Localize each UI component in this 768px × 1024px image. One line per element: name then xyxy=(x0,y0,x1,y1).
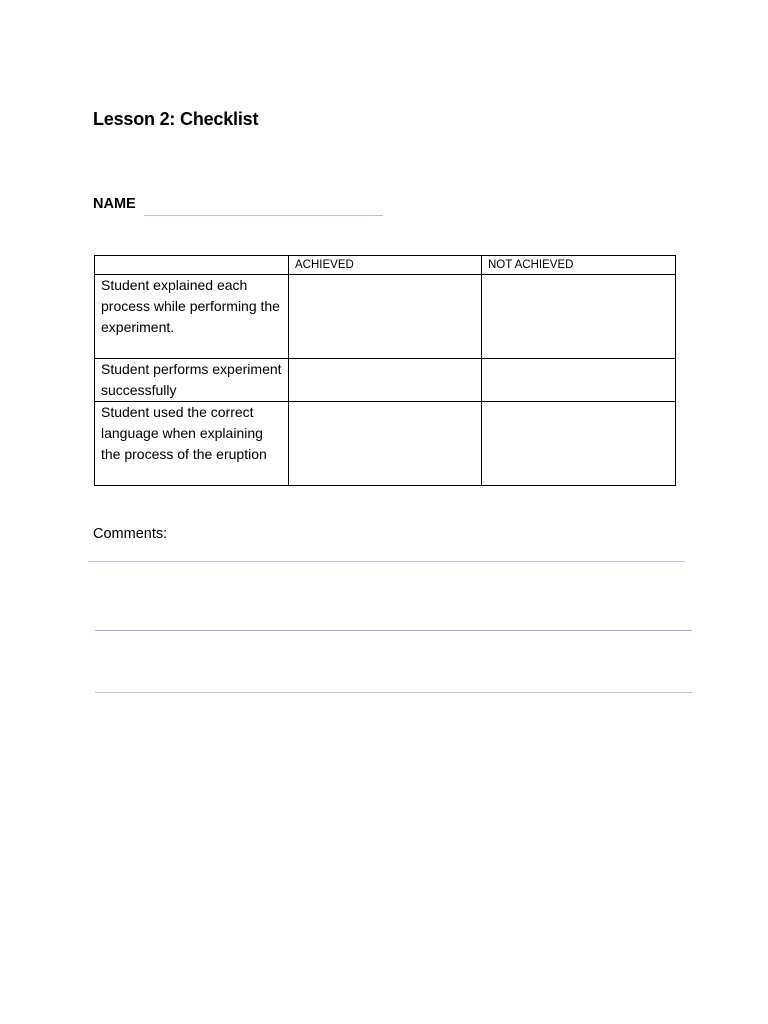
table-row xyxy=(95,359,676,402)
comment-line[interactable] xyxy=(95,692,692,693)
name-field-line[interactable] xyxy=(144,215,383,216)
criterion-cell: Student performs experiment successfully xyxy=(95,359,289,402)
header-not-achieved: NOT ACHIEVED xyxy=(482,256,676,275)
criterion-cell: Student explained each process while performing the experiment. xyxy=(95,275,289,359)
achieved-cell[interactable] xyxy=(289,359,482,402)
table-header-row xyxy=(95,256,676,275)
not-achieved-cell[interactable] xyxy=(482,359,676,402)
header-criterion xyxy=(95,256,289,275)
achieved-cell[interactable] xyxy=(289,275,482,359)
criterion-cell: Student used the correct language when explaining the process of the eruption xyxy=(95,402,289,486)
comments-label: Comments: xyxy=(93,526,168,542)
table-row xyxy=(95,275,676,359)
header-achieved: ACHIEVED xyxy=(289,256,482,275)
comment-line[interactable] xyxy=(88,561,685,562)
name-row xyxy=(93,196,393,218)
not-achieved-cell[interactable] xyxy=(482,275,676,359)
not-achieved-cell[interactable] xyxy=(482,402,676,486)
name-label: NAME xyxy=(93,196,136,212)
achieved-cell[interactable] xyxy=(289,402,482,486)
table-row xyxy=(95,402,676,486)
page-title: Lesson 2: Checklist xyxy=(93,109,259,129)
checklist-table xyxy=(94,255,676,486)
comment-line[interactable] xyxy=(95,630,692,631)
